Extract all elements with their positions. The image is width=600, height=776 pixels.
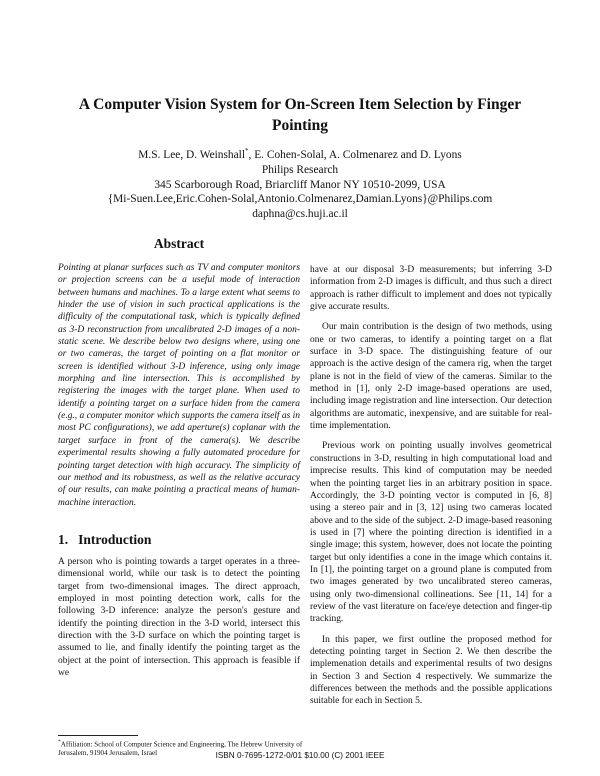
paper-title-line-1: A Computer Vision System for On-Screen Item Selection by Finger	[78, 96, 522, 113]
author-names	[40, 148, 560, 163]
abstract-text	[58, 262, 300, 509]
right-column-paragraph-2: Our main contribution is the design of two methods, using one or two cameras, to identify a pointing target on a flat surface in 3-D space. The distinguishing feature of our approach is the active design of the camera rig, when the target plane is not in the field of view of the cameras. Similar to the method in [1], only 2-D image-based operations are used, including image registration and line intersection. Our detection algorithms are automatic, inexpensive, and are suitable for real-time implementation.	[310, 322, 552, 432]
introduction-text	[58, 556, 300, 679]
paper-title	[40, 94, 560, 136]
author-emails: {Mi-Suen.Lee,Eric.Cohen-Solal,Antonio.Colmenarez,Damian.Lyons}@Philips.com	[107, 193, 493, 206]
address: 345 Scarborough Road, Briarcliff Manor NY 10510-2099, USA	[154, 178, 446, 191]
section-heading-introduction	[58, 532, 151, 548]
right-column-paragraph-4: In this paper, we first outline the proposed method for detecting pointing target in Section 2. We then describe the implemenation details and experimental results of two designs in Section 3 and Section 4 respectively. We summarize the differences between the methods and the possible applications suitable for each in Section 5.	[310, 634, 552, 707]
footnote-text: Affiliation: School of Computer Science and Engineering, The Hebrew University of Jerusalem, 91904 Jerusalem, Israel	[58, 740, 303, 758]
introduction-paragraph: A person who is pointing towards a target operates in a three-dimensional world, while our task is to detect the pointing target from two-dimensional images. The direct approach, employed in most pointing detection work, calls for the following 3-D inference: analyze the person's gesture and identify the pointing direction in the 3-D world, intersect this direction with the 3-D surface on which the pointing target is assumed to lie, and finally identify the pointing target as the object at the point of intersection. This approach is feasible if we	[58, 557, 300, 679]
abstract-heading: Abstract	[153, 236, 205, 251]
page-footer-isbn: ISBN 0-7695-1272-0/01 $10.00 (C) 2001 IEEE	[215, 751, 385, 760]
author-names-part-2: , E. Cohen-Solal, A. Colmenarez and D. Lyons	[248, 149, 462, 161]
affiliation: Philips Research	[261, 163, 339, 176]
author-block	[40, 148, 560, 222]
footnote-mark: *	[58, 739, 61, 745]
right-column-paragraph-1: have at our disposal 3-D measurements; but inferring 3-D information from 2-D images is difficult, and thus such a direct approach is rather difficult to implement and does not typically give accurate results.	[310, 265, 552, 313]
author-names-part-1: M.S. Lee, D. Weinshall	[138, 149, 246, 161]
right-column	[310, 264, 552, 708]
author-footnote-mark: *	[245, 147, 249, 156]
footnote-divider	[58, 735, 138, 736]
section-title: Introduction	[78, 532, 152, 547]
abstract-paragraph: Pointing at planar surfaces such as TV and computer monitors or projection screens can be a useful mode of interaction between humans and machines. To a large extent what seems to hinder the use of vision in such practical applications is the difficulty of the computational task, which is typically defined as 3-D reconstruction from uncalibrated 2-D images of a non-static scene. We describe below two designs where, using one or two cameras, the target of pointing on a flat monitor or screen is identified without 3-D inference, using only image morphing and line intersection. This is accomplished by registering the images with the target plane. When used to identify a pointing target on a surface hiden from the camera (e.g., a computer monitor which supports the camera itself as in most PC configurations), we add aperture(s) coplanar with the target surface in front of the camera(s). We describe experimental results showing a fully automated procedure for pointing target detection with high accuracy. The simplicity of our method and its robustness, as well as the relative accuracy of our results, can make pointing a practical means of human-machine interaction.	[58, 263, 300, 508]
author-email-2: daphna@cs.huji.ac.il	[252, 208, 348, 221]
section-number: 1.	[58, 532, 69, 547]
paper-title-line-2: Pointing	[272, 117, 328, 134]
right-column-paragraph-3: Previous work on pointing usually involves geometrical constructions in 3-D, resulting in high computational load and imprecise results. This kind of computation may be needed when the pointing target lies in an arbitrary position in space. Accordingly, the 3-D pointing vector is computed in [6, 8] using a stereo pair and in [3, 12] using two cameras located above and to the side of the subject. 2-D image-based reasoning is used in [7] where the pointing direction is identified in a single image; this system, however, does not locate the pointing target but only identifies a cone in the image which contains it. In [1], the pointing target on a ground plane is computed from two images generated by two uncalibrated stereo cameras, using only two-dimensional collineations. See [11, 14] for a review of the vast literature on face/eye detection and finger-tip tracking.	[310, 441, 552, 625]
